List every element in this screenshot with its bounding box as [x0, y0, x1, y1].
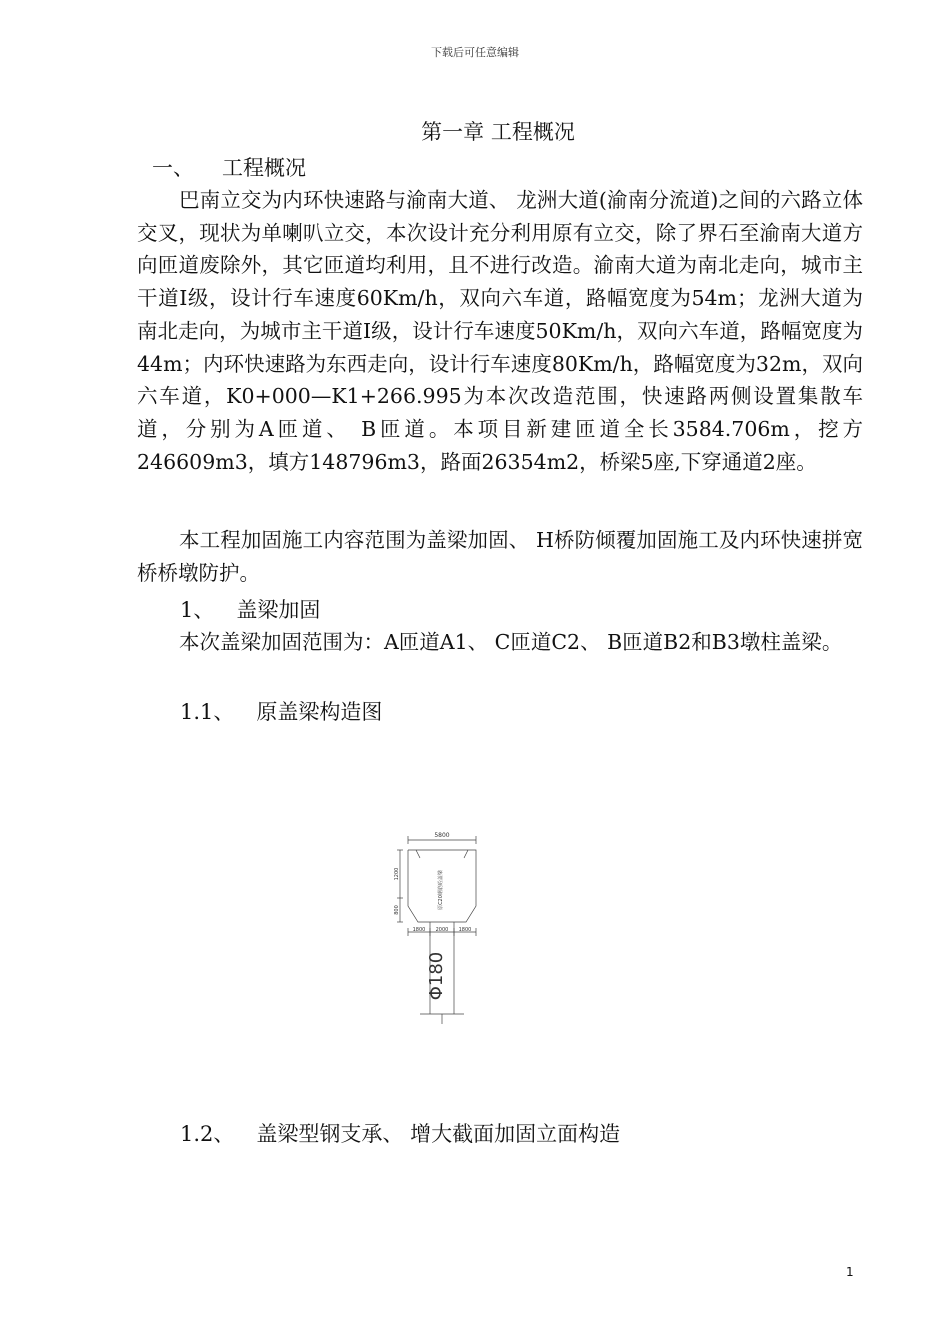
paragraph-overview: 巴南立交为内环快速路与渝南大道、 龙洲大道(渝南分流道)之间的六路立体交叉，现状为单喇叭立交，本次设计充分利用原有立交，除了界石至渝南大道方向匝道废除外，其它匝道均利用，且不进行改造。渝南大道为南北走向，城市主干道Ⅰ级，设计行车速度60Km/h，双向六车道，路幅宽度为54m；龙洲大道为南北走向，为城市主干道Ⅰ级，设计行车速度50Km/h，双向六车道，路幅宽度为44m；内环快速路为东西走向，设计行车速度80Km/h，路幅宽度为32m，双向六车道，K0+000—K1+266.995为本次改造范围，快速路两侧设置集散车道，分别为A匝道、 B匝道。本项目新建匝道全长3584.706m，挖方246609m3，填方148796m3，路面26354m2，桥梁5座,下穿通道2座。: [137, 188, 863, 474]
paragraph-scope: 本工程加固施工内容范围为盖梁加固、 H桥防倾覆加固施工及内环快速拼宽桥桥墩防护。: [137, 528, 863, 585]
dim-top: 5800: [434, 832, 450, 839]
dim-left-upper: 1200: [394, 867, 400, 881]
dim-left-lower: 800: [394, 905, 400, 915]
column-label: Φ180: [426, 951, 447, 1001]
heading-number: 1.2、: [180, 1122, 235, 1146]
dim-bottom-2: 2000: [435, 927, 449, 933]
heading-label: 原盖梁构造图: [256, 700, 383, 724]
heading-1-2: [180, 1118, 620, 1148]
heading-number: 1.1、: [180, 700, 235, 724]
heading-1: [180, 594, 320, 624]
beam-label: 原C20钢筋砼盖梁: [438, 870, 444, 910]
heading-label: 盖梁型钢支承、 增大截面加固立面构造: [256, 1122, 621, 1146]
dim-bottom-3: 1800: [458, 927, 472, 933]
heading-number: 1、: [180, 598, 215, 622]
section-heading-1: [152, 152, 306, 182]
heading-label: 盖梁加固: [236, 598, 321, 622]
heading-1-1: [180, 696, 382, 726]
chapter-title: 第一章 工程概况: [421, 120, 575, 144]
section-label: 工程概况: [222, 156, 306, 180]
dim-bottom-1: 1800: [412, 927, 426, 933]
section-number: 一、: [152, 156, 194, 180]
paragraph-range: 本次盖梁加固范围为：A匝道A1、 C匝道C2、 B匝道B2和B3墩柱盖梁。: [179, 630, 843, 654]
page-header: 下载后可任意编辑: [431, 46, 519, 59]
page-number: 1: [846, 1265, 854, 1279]
cap-beam-drawing: [390, 828, 490, 1028]
